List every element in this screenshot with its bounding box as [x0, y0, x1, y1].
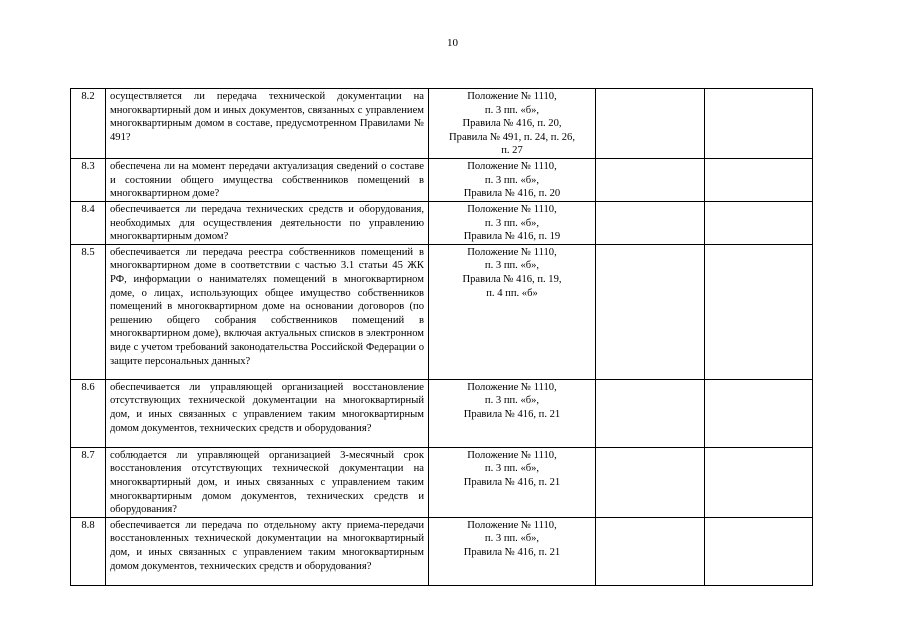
question-text: обеспечивается ли управляющей организацией восстановление отсутствующих технической документации на многоквартирный дом, и иных связанных с управлением таким многоквартирным домом документов, технических средств и оборудования? — [106, 379, 429, 447]
page-number: 10 — [447, 37, 458, 49]
table-row — [71, 158, 813, 201]
reference-line: Правила № 416, п. 21 — [463, 408, 561, 420]
note-cell — [705, 89, 813, 159]
reference-line: п. 3 пп. «б», — [484, 463, 540, 475]
row-number: 8.8 — [71, 517, 106, 585]
reference-line: Положение № 1110, — [467, 519, 557, 531]
reference-line: Правила № 416, п. 20, — [462, 118, 562, 130]
reference-line: Положение № 1110, — [467, 160, 557, 172]
question-text: обеспечена ли на момент передачи актуализация сведений о составе и состоянии общего имущества собственников помещений в многоквартирном доме? — [106, 158, 429, 201]
question-text: соблюдается ли управляющей организацией 3-месячный срок восстановления отсутствующих технической документации на многоквартирный дом, и иных связанных с управлением таким многоквартирным домом документов, технических средств и оборудования? — [106, 447, 429, 517]
reference-line: п. 3 пп. «б», — [484, 174, 540, 186]
reference-line: п. 3 пп. «б», — [484, 395, 540, 407]
row-number: 8.6 — [71, 379, 106, 447]
answer-cell — [596, 201, 705, 244]
requirement-reference — [429, 89, 596, 159]
table-row — [71, 379, 813, 447]
question-text: обеспечивается ли передача по отдельному акту приема-передачи восстановленных технической документации на многоквартирный дом, и иных связанных с управлением таким многоквартирным домом документов, технических средств и оборудования? — [106, 517, 429, 585]
note-cell — [705, 244, 813, 379]
reference-line: Положение № 1110, — [467, 91, 557, 102]
row-number: 8.4 — [71, 201, 106, 244]
reference-line: Положение № 1110, — [467, 203, 557, 215]
question-text: обеспечивается ли передача технических средств и оборудования, необходимых для осуществления деятельности по управлению многоквартирным домом? — [106, 201, 429, 244]
answer-cell — [596, 244, 705, 379]
answer-cell — [596, 447, 705, 517]
reference-line: Правила № 416, п. 20 — [463, 188, 561, 200]
reference-line: Правила № 416, п. 19, — [462, 273, 562, 285]
note-cell — [705, 447, 813, 517]
table-row — [71, 244, 813, 379]
requirement-reference — [429, 447, 596, 517]
reference-line: п. 3 пп. «б», — [484, 104, 540, 116]
requirement-reference — [429, 517, 596, 585]
answer-cell — [596, 379, 705, 447]
checklist-table — [70, 88, 813, 586]
row-number: 8.7 — [71, 447, 106, 517]
note-cell — [705, 201, 813, 244]
reference-line: Правила № 491, п. 24, п. 26, — [449, 131, 575, 143]
requirement-reference — [429, 244, 596, 379]
checklist-body — [71, 89, 813, 586]
reference-line: Положение № 1110, — [467, 449, 557, 461]
table-row — [71, 447, 813, 517]
question-text: обеспечивается ли передача реестра собственников помещений в многоквартирном доме в соответствии с частью 3.1 статьи 45 ЖК РФ, информации о нанимателях помещений в многоквартирном доме, о лицах, использующих общее имущество собственников помещений в многоквартирном доме на основании договоров (по решению общего собрания собственников помещений в многоквартирном доме), включая актуальных списков в электронном виде с учетом требований законодательства Российской Федерации о защите персональных данных? — [106, 244, 429, 379]
answer-cell — [596, 89, 705, 159]
table-row — [71, 201, 813, 244]
row-number: 8.3 — [71, 158, 106, 201]
reference-line: Правила № 416, п. 21 — [463, 476, 561, 488]
note-cell — [705, 517, 813, 585]
reference-line: п. 4 пп. «б» — [486, 287, 538, 299]
reference-line: п. 3 пп. «б», — [484, 217, 540, 229]
requirement-reference — [429, 201, 596, 244]
reference-line: п. 27 — [501, 145, 523, 157]
row-number: 8.5 — [71, 244, 106, 379]
reference-line: Положение № 1110, — [467, 381, 557, 393]
note-cell — [705, 379, 813, 447]
table-row — [71, 517, 813, 585]
requirement-reference — [429, 158, 596, 201]
note-cell — [705, 158, 813, 201]
answer-cell — [596, 517, 705, 585]
reference-line: Правила № 416, п. 21 — [463, 546, 561, 558]
reference-line: п. 3 пп. «б», — [484, 533, 540, 545]
table-row — [71, 89, 813, 159]
requirement-reference — [429, 379, 596, 447]
question-text: осуществляется ли передача технической документации на многоквартирный дом и иных документов, связанных с управлением многоквартирным домом в составе, предусмотренном Правилами № 491? — [106, 89, 429, 159]
answer-cell — [596, 158, 705, 201]
reference-line: Положение № 1110, — [467, 246, 557, 258]
reference-line: п. 3 пп. «б», — [484, 260, 540, 272]
row-number: 8.2 — [71, 89, 106, 159]
reference-line: Правила № 416, п. 19 — [463, 231, 561, 243]
